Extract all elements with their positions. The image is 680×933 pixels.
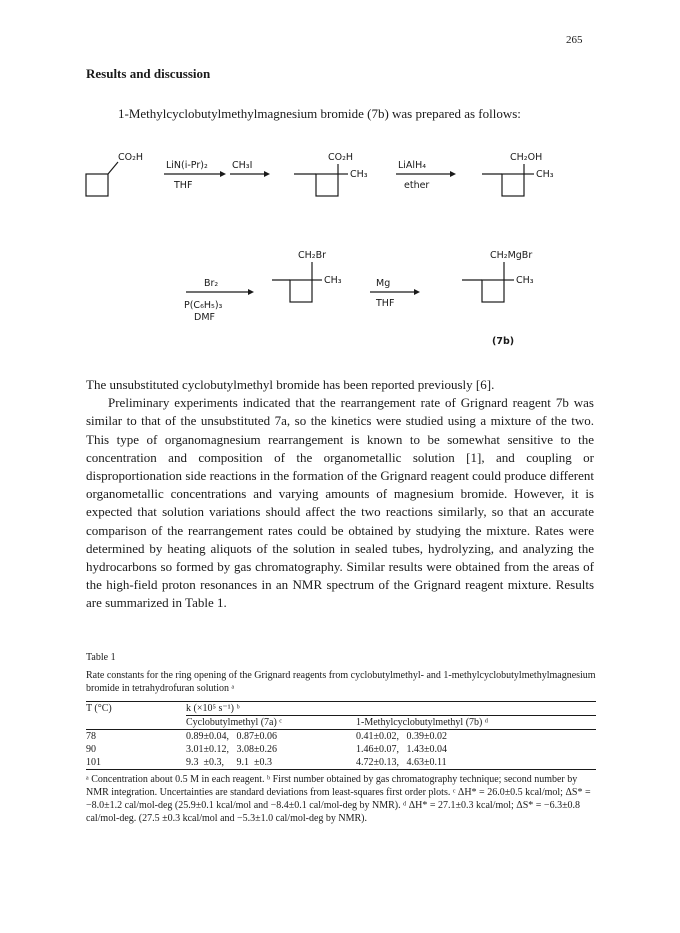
- rate-constants-table: [86, 701, 596, 770]
- product1-top-label: CH₂OH: [510, 152, 543, 163]
- table-row: [86, 730, 596, 744]
- intro-sentence: 1-Methylcyclobutylmethylmagnesium bromide (7b) was prepared as follows:: [118, 106, 521, 121]
- step3-solvent: ether: [404, 180, 430, 191]
- subheader-7a: Cyclobutylmethyl (7a) ᶜ: [186, 717, 282, 728]
- cell-7a: 0.89±0.04, 0.87±0.06: [186, 731, 277, 742]
- intermediate2: [272, 250, 342, 302]
- arrow-step4: [184, 278, 254, 323]
- table-row: [86, 743, 596, 756]
- product2: [462, 250, 534, 347]
- intermediate1: [294, 152, 368, 196]
- intermediate2-top-label: CH₂Br: [298, 250, 327, 261]
- cell-temperature: 78: [86, 731, 96, 742]
- cell-7b: 4.72±0.13, 4.63±0.11: [356, 757, 447, 768]
- step3-reagent: LiAlH₄: [398, 160, 427, 171]
- step2-reagent: CH₃I: [232, 160, 253, 171]
- table-caption: Rate constants for the ring opening of the Grignard reagents from cyclobutylmethyl- and 1-methylcyclobutylmethylmagnesium bromide in tetrahydrofuran solution ᵃ: [86, 670, 596, 694]
- header-temperature: T (°C): [86, 703, 112, 714]
- cell-temperature: 90: [86, 744, 96, 755]
- product2-compound-label: (7b): [492, 336, 515, 347]
- section-heading: Results and discussion: [86, 66, 211, 81]
- arrow-step2: [230, 160, 270, 177]
- step1-solvent: THF: [174, 180, 193, 191]
- subheader-empty: [86, 716, 186, 730]
- cell-temperature: 101: [86, 757, 101, 768]
- cell-7a: 3.01±0.12, 3.08±0.26: [186, 744, 277, 755]
- cell-7a: 9.3 ±0.3, 9.1 ±0.3: [186, 757, 272, 768]
- paragraph-1: The unsubstituted cyclobutylmethyl bromide has been reported previously [6].: [86, 377, 495, 392]
- table-label: Table 1: [86, 652, 116, 663]
- arrow-step1: [164, 160, 226, 191]
- step5-reagent: Mg: [376, 278, 391, 289]
- intermediate1-side-label: CH₃: [350, 169, 368, 180]
- synthesis-scheme: [80, 140, 620, 350]
- step4-line2: P(C₆H₅)₃: [184, 300, 223, 311]
- table-subheader-row: [86, 716, 596, 730]
- product1: [482, 152, 554, 196]
- subheader-7b: 1-Methylcyclobutylmethyl (7b) ᵈ: [356, 717, 488, 728]
- table-footnote: ᵃ Concentration about 0.5 M in each reagent. ᵇ First number obtained by gas chromatography technique; second number by NMR integration. Uncertainties are standard deviations from least-squares first order plots. ᶜ ΔH* = 26.0±0.5 kcal/mol; ΔS* = −8.0±1.2 cal/mol-deg (25.9±0.1 kcal/mol and −8.4±0.1 cal/mol-deg by NMR). ᵈ ΔH* = 27.1±0.3 kcal/mol; ΔS* = −6.3±0.8 cal/mol-deg. (27.5 ±0.3 kcal/mol and −5.3±1.0 cal/mol-deg by NMR).: [86, 774, 591, 824]
- table-1: [86, 652, 596, 825]
- intermediate2-side-label: CH₃: [324, 275, 342, 286]
- cell-7b: 1.46±0.07, 1.43±0.04: [356, 744, 447, 755]
- arrow-step5: [370, 278, 420, 309]
- product2-side-label: CH₃: [516, 275, 534, 286]
- reactant-cyclobutane: [86, 152, 143, 196]
- step1-reagent: LiN(i-Pr)₂: [166, 160, 208, 171]
- intermediate1-top-label: CO₂H: [328, 152, 354, 163]
- step4-reagent: Br₂: [204, 278, 219, 289]
- body-text: [86, 376, 594, 613]
- cell-7b: 0.41±0.02, 0.39±0.02: [356, 731, 447, 742]
- product2-top-label: CH₂MgBr: [490, 250, 533, 261]
- step5-solvent: THF: [376, 298, 395, 309]
- table-row: [86, 756, 596, 770]
- step4-line3: DMF: [194, 312, 215, 323]
- paragraph-2: Preliminary experiments indicated that the rearrangement rate of Grignard reagent 7b was similar to that of the unsubstituted 7a, so the kinetics were studied using a mixture of the two. This type of organomagnesium rearrangement is known to be somewhat sensitive to the concentration and composition of the organometallic solution [1], and coupling or disproportionation side reactions in the formation of the Grignard reagent could produce different organometallic concentrations and varying amounts of magnesium bromide. However, it is expected that solution variations should affect the two reactions similarly, so that an accurate comparison of the rearrangement rates could be obtained by studying the mixture. Rates were determined by heating aliquots of the solution in sealed tubes, hydrolyzing, and analyzing the hydrocarbons so formed by gas chromatography. Similar results were obtained from the areas of the high-field proton resonances in an NMR spectrum of the Grignard reagent mixture. Results are summarized in Table 1.: [86, 395, 594, 611]
- product1-side-label: CH₃: [536, 169, 554, 180]
- reactant-group-label: CO₂H: [118, 152, 144, 163]
- page-number: 265: [566, 34, 583, 46]
- table-header-row: [86, 702, 596, 716]
- arrow-step3: [396, 160, 456, 191]
- header-rate-constant: k (×10⁵ s⁻¹) ᵇ: [186, 702, 596, 716]
